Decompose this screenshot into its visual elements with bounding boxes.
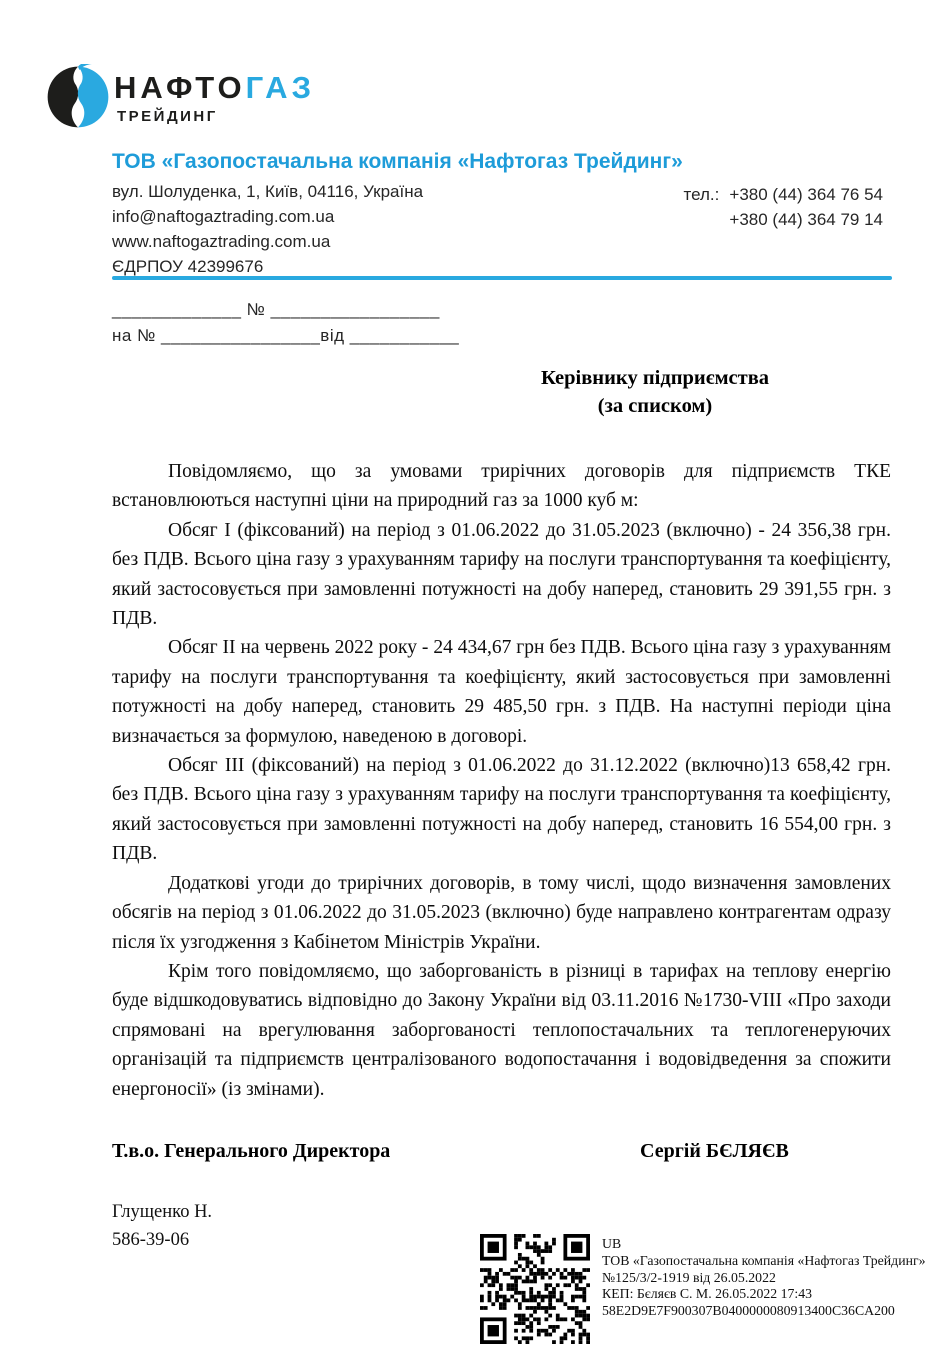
stamp-line: UB <box>602 1236 622 1251</box>
phone-line-2 <box>684 207 883 232</box>
naftogaz-logo-icon <box>44 64 112 130</box>
paragraph: Обсяг І (фіксований) на період з 01.06.2022 до 31.05.2023 (включно) - 24 356,38 грн. без ПДВ. Всього ціна газу з урахуванням тарифу на послуги транспортування та коефіцієнту, який застосовується при замовленні потужності на добу наперед, становить 29 391,55 грн. з ПДВ. <box>112 519 891 630</box>
phone-line-1 <box>684 182 883 207</box>
company-edrpou: ЄДРПОУ 42399676 <box>112 257 264 276</box>
letter-body <box>112 457 891 1104</box>
stamp-line: ТОВ «Газопостачальна компанія «Нафтогаз Трейдинг» <box>602 1252 926 1268</box>
stamp-text <box>602 1234 926 1344</box>
signer-name: Сергій БЄЛЯЄВ <box>640 1140 789 1162</box>
phone-label: тел.: <box>683 185 720 204</box>
executor-name: Глущенко Н. <box>112 1202 213 1222</box>
company-email: info@naftogaztrading.com.ua <box>112 207 335 226</box>
wordmark-dark: НАФТО <box>114 70 246 105</box>
header-divider-line <box>112 276 892 280</box>
stamp-line: 58E2D9E7F900307B0400000080913400C36CA200 <box>602 1303 895 1319</box>
qr-code-icon <box>480 1234 590 1344</box>
company-phones <box>684 182 883 232</box>
signer-position: Т.в.о. Генерального Директора <box>112 1140 391 1162</box>
executor-block <box>112 1198 212 1254</box>
recipient-title: Керівнику підприємства <box>540 367 770 389</box>
recipient-subtitle: (за списком) <box>597 395 713 417</box>
company-website: www.naftogaztrading.com.ua <box>112 232 331 251</box>
company-address: вул. Шолуденка, 1, Київ, 04116, Україна <box>112 182 424 201</box>
paragraph: Повідомляємо, що за умовами трирічних договорів для підприємств ТКЕ встановлюються наступні ціни на природний газ за 1000 куб м: <box>112 461 891 512</box>
wordmark-subtitle: ТРЕЙДИНГ <box>117 108 218 125</box>
paragraph: Додаткові угоди до трирічних договорів, в тому числі, щодо визначення замовлених обсягів на період з 01.06.2022 до 31.05.2023 (включно) буде направлено контрагентам одразу після їх узгодження з Кабінетом Міністрів України. <box>112 872 891 953</box>
signature-row <box>112 1140 891 1163</box>
company-name: ТОВ «Газопостачальна компанія «Нафтогаз Трейдинг» <box>112 150 683 173</box>
paragraph: Обсяг ІІ на червень 2022 року - 24 434,67 грн без ПДВ. Всього ціна газу з урахуванням тарифу на послуги транспортування та коефіцієнту, який застосовується при замовленні потужності на добу наперед, становить 29 485,50 грн. з ПДВ. На наступні періоди ціна визначається за формулою, наведеною в договорі. <box>112 637 891 747</box>
reference-line-2: на № ________________від ___________ <box>112 326 460 345</box>
reference-line-1: _____________ № _________________ <box>112 300 440 319</box>
digital-signature-stamp <box>480 1234 926 1344</box>
paragraph: Обсяг ІІІ (фіксований) на період з 01.06.2022 до 31.12.2022 (включно)13 658,42 грн. без ПДВ. Всього ціна газу з урахуванням тарифу на послуги транспортування та коефіцієнту, який застосовується при замовленні потужності на добу наперед, становить 16 554,00 грн. з ПДВ. <box>112 755 891 865</box>
stamp-line: КЕП: Бєляєв С. М. 26.05.2022 17:43 <box>602 1286 813 1302</box>
phone-number-2: +380 (44) 364 79 14 <box>729 210 883 229</box>
recipient-block <box>500 364 810 420</box>
naftogaz-wordmark <box>114 70 315 106</box>
wordmark-accent: ГАЗ <box>245 70 315 105</box>
phone-number-1: +380 (44) 364 76 54 <box>729 185 883 204</box>
executor-phone: 586-39-06 <box>112 1230 190 1250</box>
paragraph: Крім того повідомляємо, що заборгованість в різниці в тарифах на теплову енергію буде відшкодовуватись відповідно до Закону України від 03.11.2016 №1730-VIII «Про заходи спрямовані на врегулювання заборгованості теплопостачальних та теплогенеруючих організацій та підприємств централізованого водопостачання і водовідведення за спожити енергоносії» (із змінами). <box>112 960 891 1100</box>
stamp-line: №125/3/2-1919 від 26.05.2022 <box>602 1269 776 1285</box>
